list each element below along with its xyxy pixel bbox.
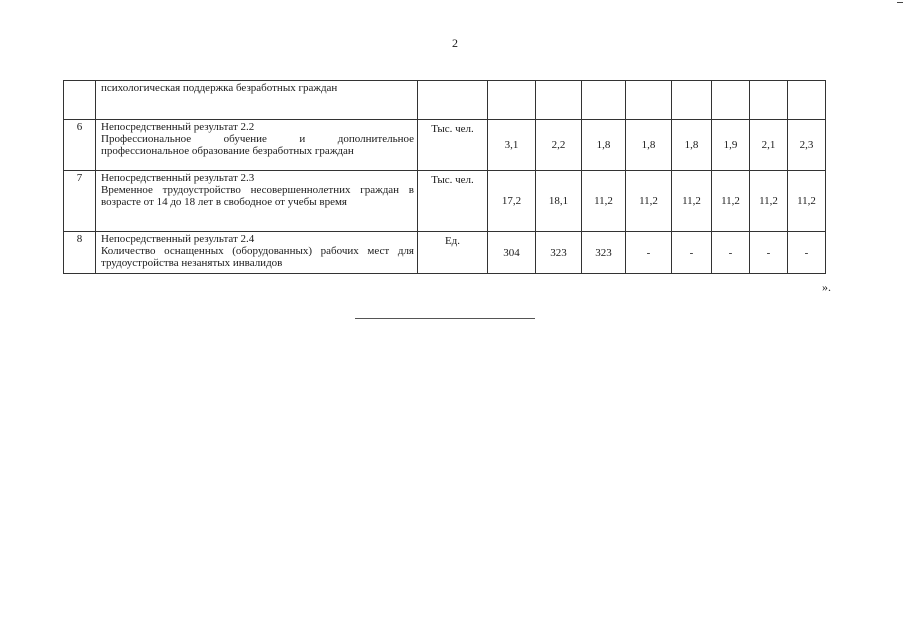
value-cell: 1,8 — [626, 120, 672, 171]
closing-quote-mark: ». — [822, 280, 831, 294]
row-unit: Тыс. чел. — [418, 120, 488, 171]
value-cell — [712, 81, 750, 120]
row-unit: Тыс. чел. — [418, 171, 488, 232]
table-row — [64, 232, 826, 274]
value-cell: - — [788, 232, 826, 274]
row-title: Непосредственный результат 2.2 — [101, 121, 255, 133]
value-cell — [582, 81, 626, 120]
value-cell: 2,2 — [536, 120, 582, 171]
value-cell: - — [750, 232, 788, 274]
value-cell: 2,1 — [750, 120, 788, 171]
row-number — [64, 81, 96, 120]
value-cell: 11,2 — [750, 171, 788, 232]
row-number: 8 — [64, 232, 96, 274]
value-cell: 2,3 — [788, 120, 826, 171]
value-cell: 323 — [536, 232, 582, 274]
row-title: Непосредственный результат 2.4 — [101, 233, 255, 245]
value-cell: 1,8 — [582, 120, 626, 171]
table-row — [64, 81, 826, 120]
value-cell: 18,1 — [536, 171, 582, 232]
row-number: 6 — [64, 120, 96, 171]
page-number: 2 — [452, 36, 458, 50]
value-cell — [672, 81, 712, 120]
value-cell: 1,9 — [712, 120, 750, 171]
value-cell: 17,2 — [488, 171, 536, 232]
value-cell — [536, 81, 582, 120]
row-description: Временное трудоустройство несовершеннолетних граждан в возрасте от 14 до 18 лет в свободное от учебы время — [101, 184, 414, 208]
value-cell: 304 — [488, 232, 536, 274]
row-name — [96, 81, 418, 120]
value-cell: 1,8 — [672, 120, 712, 171]
row-name — [96, 171, 418, 232]
row-unit — [418, 81, 488, 120]
value-cell — [488, 81, 536, 120]
row-description: Профессиональное обучение и дополнительное профессиональное образование безработных граждан — [101, 133, 414, 157]
row-number: 7 — [64, 171, 96, 232]
value-cell — [788, 81, 826, 120]
row-name — [96, 232, 418, 274]
row-unit: Ед. — [418, 232, 488, 274]
value-cell: 3,1 — [488, 120, 536, 171]
row-title: Непосредственный результат 2.3 — [101, 172, 255, 184]
value-cell: 11,2 — [712, 171, 750, 232]
value-cell — [750, 81, 788, 120]
table-row — [64, 171, 826, 232]
value-cell: - — [626, 232, 672, 274]
value-cell: 11,2 — [788, 171, 826, 232]
value-cell: 11,2 — [672, 171, 712, 232]
edge-mark — [897, 2, 903, 3]
row-title: психологическая поддержка безработных граждан — [101, 82, 338, 94]
row-name — [96, 120, 418, 171]
value-cell: - — [712, 232, 750, 274]
indicators-table — [63, 80, 826, 274]
table-row — [64, 120, 826, 171]
value-cell: 11,2 — [626, 171, 672, 232]
row-description: Количество оснащенных (оборудованных) рабочих мест для трудоустройства незанятых инвалидов — [101, 245, 414, 269]
value-cell: - — [672, 232, 712, 274]
value-cell: 11,2 — [582, 171, 626, 232]
value-cell: 323 — [582, 232, 626, 274]
value-cell — [626, 81, 672, 120]
footer-divider — [355, 318, 535, 319]
